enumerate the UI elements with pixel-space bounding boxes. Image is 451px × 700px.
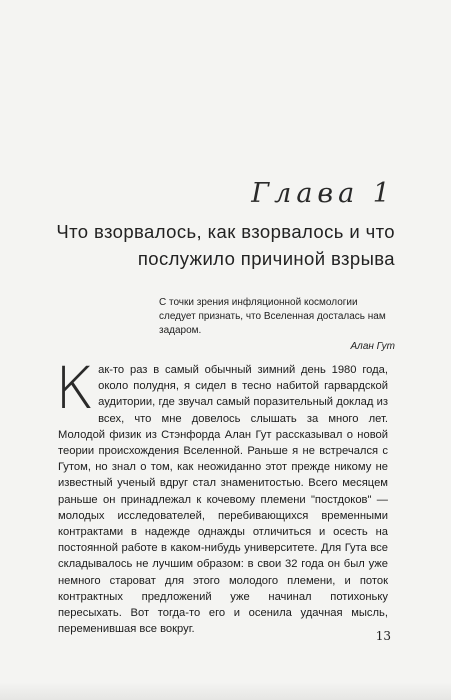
epigraph-text: С точки зрения инфляционной космологии следует признать, что Вселенная досталась нам задаром. xyxy=(159,297,386,336)
chapter-label: Глава 1 xyxy=(251,178,395,209)
body-paragraph xyxy=(55,354,388,637)
epigraph xyxy=(159,296,395,354)
drop-cap: К xyxy=(55,354,95,422)
paragraph-text: ак-то раз в самый обычный зимний день 1980 года, около полудня, я сидел в тесно набитой гарвардской аудитории, где звучал самый поразительный доклад из всех, что мне довелось слышать за много лет. Молодой физик из Стэнфорда Алан Гут рассказывал о новой теории происхождения Вселенной. Раньше я не встречался с Гутом, но знал о том, как неожиданно этот прежде никому не известный ученый вдруг стал знаменитостью. Всего месяцем раньше он принадлежал к кочевому племени "постдоков" — молодых исследователей, перебивающихся временными контрактами в надежде однажды отличиться и осесть на постоянной работе в каком-нибудь университете. Для Гута все складывалось не лучшим образом: в свои 32 года он был уже немного староват для этого молодого племени, и поток контрактных предложений уже начинал потихоньку пересыхать. Вот тогда-то его и осенила удачная мысль, переменившая все вокруг. xyxy=(58,364,388,636)
chapter-title: Что взорвалось, как взорвалось и что послужило причиной взрыва xyxy=(56,221,395,269)
page-number: 13 xyxy=(375,629,391,643)
epigraph-author: Алан Гут xyxy=(350,341,395,352)
page-edge xyxy=(0,682,451,700)
